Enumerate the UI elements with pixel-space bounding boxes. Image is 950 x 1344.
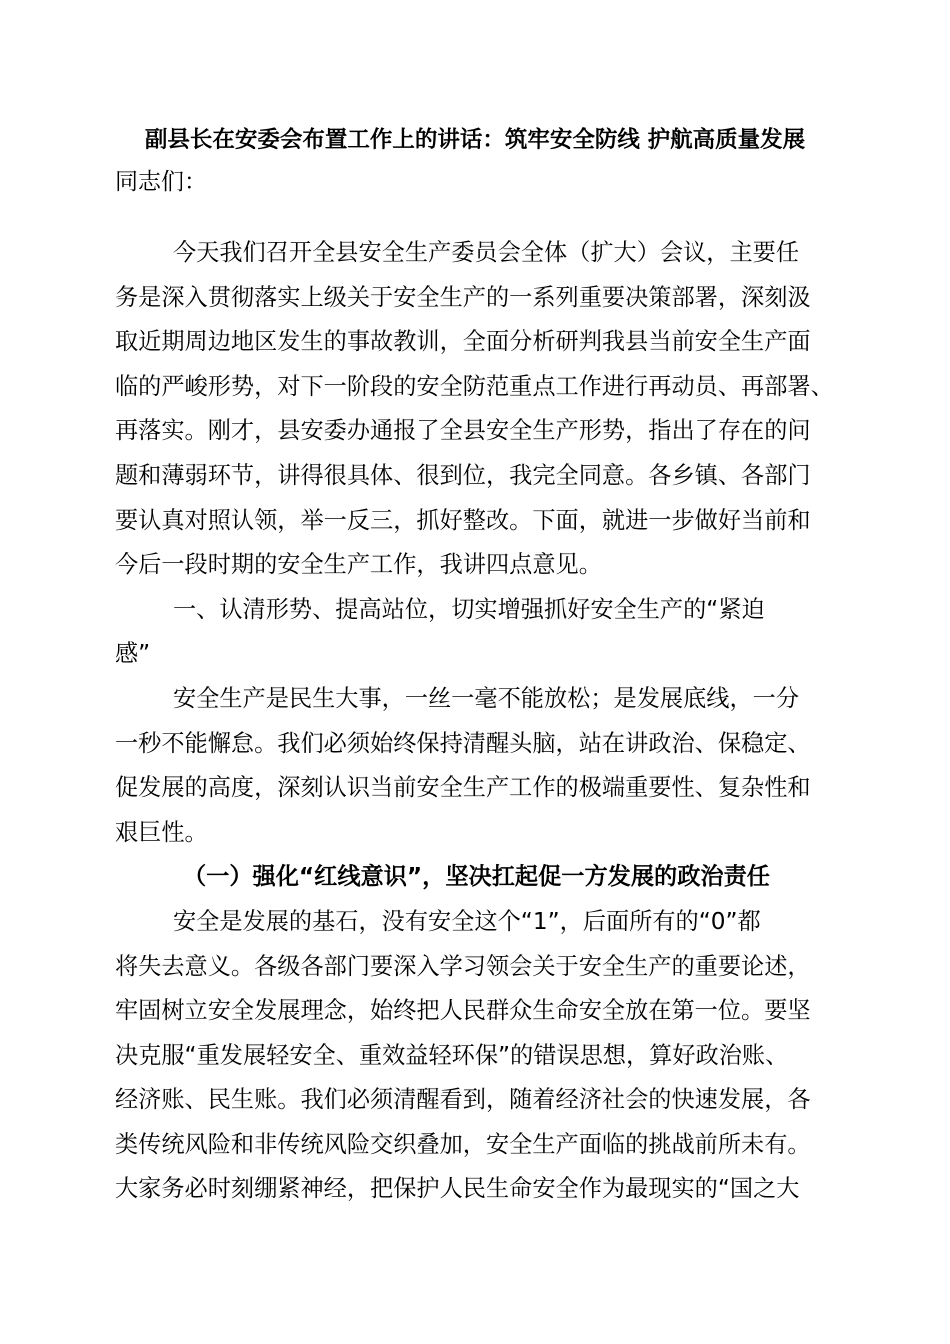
paragraph-line: 牢固树立安全发展理念，始终把人民群众生命安全放在第一位。要坚 — [115, 997, 811, 1025]
section-heading-line: 一、认清形势、提高站位，切实增强抓好安全生产的“紧迫 — [173, 595, 765, 623]
subsection-heading: （一）强化“红线意识”，坚决扛起促一方发展的政治责任 — [183, 863, 770, 891]
paragraph-line: 大家务必时刻绷紧神经，把保护人民生命安全作为最现实的“国之大 — [115, 1175, 800, 1203]
paragraph-line: 务是深入贯彻落实上级关于安全生产的一系列重要决策部署，深刻汲 — [115, 283, 811, 311]
paragraph-line: 再落实。刚才，县安委办通报了全县安全生产形势，指出了存在的问 — [115, 417, 811, 445]
paragraph-line: 将失去意义。各级各部门要深入学习领会关于安全生产的重要论述， — [115, 952, 811, 980]
paragraph-line: 今后一段时期的安全生产工作，我讲四点意见。 — [115, 551, 602, 579]
paragraph-line: 促发展的高度，深刻认识当前安全生产工作的极端重要性、复杂性和 — [115, 774, 811, 802]
paragraph-line: 临的严峻形势，对下一阶段的安全防范重点工作进行再动员、再部署、 — [115, 372, 834, 400]
paragraph-line: 题和薄弱环节，讲得很具体、很到位，我完全同意。各乡镇、各部门 — [115, 461, 811, 489]
paragraph-line: 安全生产是民生大事，一丝一毫不能放松；是发展底线，一分 — [173, 684, 800, 712]
paragraph-line: 安全是发展的基石，没有安全这个“1”，后面所有的“0”都 — [173, 907, 761, 935]
paragraph-line: 艰巨性。 — [115, 818, 208, 846]
section-heading-line: 感” — [115, 640, 151, 668]
document-title: 副县长在安委会布置工作上的讲话：筑牢安全防线 护航高质量发展 — [144, 127, 806, 153]
paragraph-line: 经济账、民生账。我们必须清醒看到，随着经济社会的快速发展，各 — [115, 1086, 811, 1114]
salutation: 同志们： — [115, 169, 207, 195]
paragraph-line: 取近期周边地区发生的事故教训，全面分析研判我县当前安全生产面 — [115, 328, 811, 356]
paragraph-line: 今天我们召开全县安全生产委员会全体（扩大）会议，主要任 — [173, 239, 800, 266]
document-body — [115, 237, 840, 1218]
paragraph-line: 类传统风险和非传统风险交织叠加，安全生产面临的挑战前所未有。 — [115, 1130, 811, 1158]
paragraph-line: 要认真对照认领，举一反三，抓好整改。下面，就进一步做好当前和 — [115, 506, 811, 534]
paragraph-line: 决克服“重发展轻安全、重效益轻环保”的错误思想，算好政治账、 — [115, 1041, 789, 1069]
paragraph-line: 一秒不能懈怠。我们必须始终保持清醒头脑，站在讲政治、保稳定、 — [115, 729, 811, 757]
